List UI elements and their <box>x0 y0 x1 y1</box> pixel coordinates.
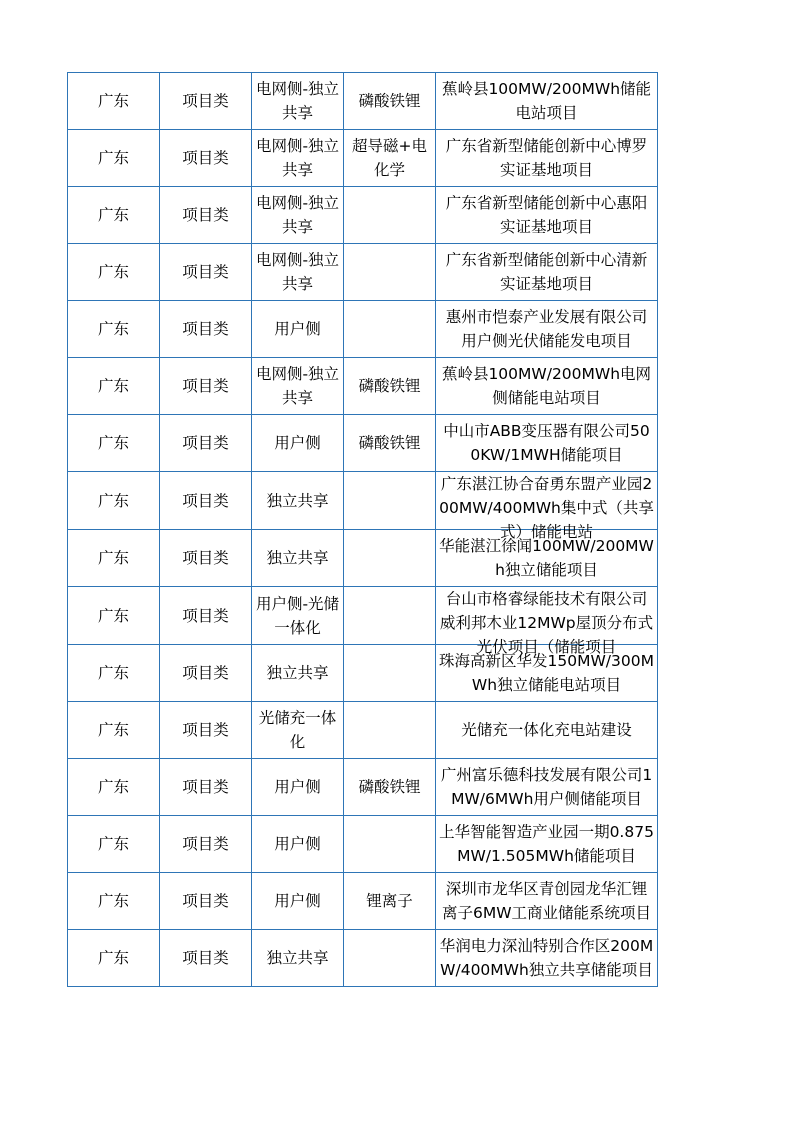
table-row <box>68 244 658 301</box>
province-cell <box>68 358 160 415</box>
table-row <box>68 187 658 244</box>
project-name-cell <box>436 358 658 415</box>
table-row <box>68 816 658 873</box>
category-cell-text: 项目类 <box>182 434 229 452</box>
table-row <box>68 73 658 130</box>
category-cell-text: 项目类 <box>182 149 229 167</box>
side-cell-text: 独立共享 <box>266 664 329 682</box>
technology-cell <box>344 702 436 759</box>
table-row <box>68 930 658 987</box>
province-cell <box>68 645 160 702</box>
project-name-cell-text: 上华智能智造产业园一期0.875MW/1.505MWh储能项目 <box>439 823 654 865</box>
province-cell-text: 广东 <box>97 320 129 338</box>
project-name-cell <box>436 702 658 759</box>
project-name-cell-text: 广东省新型储能创新中心惠阳实证基地项目 <box>445 194 648 236</box>
category-cell-text: 项目类 <box>182 206 229 224</box>
side-cell <box>252 130 344 187</box>
project-name-cell-text: 华能湛江徐闻100MW/200MWh独立储能项目 <box>439 537 654 579</box>
province-cell <box>68 472 160 530</box>
table-row <box>68 702 658 759</box>
technology-cell <box>344 244 436 301</box>
province-cell-text: 广东 <box>97 92 129 110</box>
side-cell-text: 用户侧 <box>274 892 321 910</box>
technology-cell <box>344 930 436 987</box>
project-name-cell-text: 广东省新型储能创新中心博罗实证基地项目 <box>445 137 648 179</box>
category-cell <box>160 702 252 759</box>
project-name-cell-text: 深圳市龙华区青创园龙华汇锂离子6MW工商业储能系统项目 <box>441 880 652 922</box>
category-cell <box>160 301 252 358</box>
table-body <box>68 73 658 987</box>
side-cell-text: 用户侧 <box>274 434 321 452</box>
category-cell <box>160 358 252 415</box>
category-cell-text: 项目类 <box>182 949 229 967</box>
side-cell-text: 独立共享 <box>266 491 329 510</box>
province-cell <box>68 816 160 873</box>
category-cell-text: 项目类 <box>182 377 229 395</box>
table-row <box>68 358 658 415</box>
province-cell-text: 广东 <box>97 434 129 452</box>
project-name-cell-text: 蕉岭县100MW/200MWh电网侧储能电站项目 <box>441 365 652 407</box>
table-row <box>68 301 658 358</box>
side-cell <box>252 530 344 587</box>
project-name-cell <box>436 472 658 541</box>
side-cell <box>252 73 344 130</box>
technology-cell <box>344 645 436 702</box>
province-cell <box>68 415 160 472</box>
technology-cell <box>344 587 436 645</box>
side-cell-text: 电网侧-独立共享 <box>255 137 340 179</box>
technology-cell-text: 磷酸铁锂 <box>358 778 421 796</box>
project-name-cell <box>436 930 658 987</box>
project-name-cell-text: 广州富乐德科技发展有限公司1MW/6MWh用户侧储能项目 <box>440 766 653 808</box>
side-cell <box>252 301 344 358</box>
technology-cell <box>344 415 436 472</box>
technology-cell-text: 磷酸铁锂 <box>358 377 421 395</box>
side-cell <box>252 873 344 930</box>
category-cell-text: 项目类 <box>182 778 229 796</box>
technology-cell <box>344 358 436 415</box>
project-name-cell-text: 珠海高新区华发150MW/300MWh独立储能电站项目 <box>439 652 654 694</box>
technology-cell-text: 超导磁+电化学 <box>352 137 427 179</box>
province-cell <box>68 187 160 244</box>
province-cell <box>68 73 160 130</box>
technology-cell <box>344 472 436 530</box>
province-cell-text: 广东 <box>97 778 129 796</box>
table-row <box>68 130 658 187</box>
side-cell-text: 电网侧-独立共享 <box>255 251 340 293</box>
table-row <box>68 873 658 930</box>
category-cell-text: 项目类 <box>182 606 229 625</box>
project-table <box>67 72 658 987</box>
technology-cell <box>344 530 436 587</box>
technology-cell-text: 磷酸铁锂 <box>358 434 421 452</box>
project-name-cell-text: 华润电力深汕特别合作区200MW/400MWh独立共享储能项目 <box>439 937 654 979</box>
side-cell-text: 用户侧 <box>274 835 321 853</box>
province-cell <box>68 759 160 816</box>
category-cell <box>160 130 252 187</box>
province-cell <box>68 244 160 301</box>
table-row <box>68 472 658 530</box>
project-name-cell <box>436 130 658 187</box>
category-cell <box>160 472 252 530</box>
category-cell-text: 项目类 <box>182 892 229 910</box>
project-name-cell-text: 蕉岭县100MW/200MWh储能电站项目 <box>441 80 652 122</box>
category-cell <box>160 759 252 816</box>
project-name-cell-text: 光储充一体化充电站建设 <box>461 721 632 739</box>
category-cell-text: 项目类 <box>182 92 229 110</box>
project-name-cell-text: 广东湛江协合奋勇东盟产业园200MW/400MWh集中式（共享式）储能电站 <box>439 475 654 541</box>
category-cell-text: 项目类 <box>182 664 229 682</box>
side-cell <box>252 244 344 301</box>
side-cell <box>252 472 344 530</box>
project-name-cell <box>436 816 658 873</box>
side-cell <box>252 415 344 472</box>
technology-cell <box>344 187 436 244</box>
side-cell <box>252 587 344 645</box>
technology-cell-text: 锂离子 <box>366 892 413 910</box>
province-cell <box>68 530 160 587</box>
province-cell-text: 广东 <box>97 206 129 224</box>
province-cell-text: 广东 <box>97 949 129 967</box>
side-cell <box>252 645 344 702</box>
category-cell <box>160 873 252 930</box>
table-row <box>68 415 658 472</box>
category-cell <box>160 530 252 587</box>
project-name-cell <box>436 759 658 816</box>
project-name-cell-text: 惠州市恺泰产业发展有限公司用户侧光伏储能发电项目 <box>445 308 648 350</box>
province-cell-text: 广东 <box>97 149 129 167</box>
side-cell-text: 独立共享 <box>266 549 329 567</box>
category-cell <box>160 187 252 244</box>
technology-cell <box>344 301 436 358</box>
project-name-cell <box>436 301 658 358</box>
side-cell <box>252 816 344 873</box>
province-cell <box>68 587 160 645</box>
table-row <box>68 645 658 702</box>
category-cell-text: 项目类 <box>182 263 229 281</box>
technology-cell <box>344 873 436 930</box>
side-cell-text: 用户侧 <box>274 778 321 796</box>
table-row <box>68 587 658 645</box>
province-cell <box>68 130 160 187</box>
category-cell <box>160 415 252 472</box>
technology-cell <box>344 73 436 130</box>
province-cell-text: 广东 <box>97 606 129 625</box>
technology-cell <box>344 816 436 873</box>
project-name-cell-text: 广东省新型储能创新中心清新实证基地项目 <box>445 251 648 293</box>
category-cell <box>160 816 252 873</box>
category-cell-text: 项目类 <box>182 549 229 567</box>
technology-cell <box>344 759 436 816</box>
province-cell-text: 广东 <box>97 835 129 853</box>
category-cell-text: 项目类 <box>182 835 229 853</box>
project-name-cell <box>436 530 658 587</box>
side-cell-text: 用户侧 <box>274 320 321 338</box>
project-name-cell <box>436 873 658 930</box>
province-cell <box>68 873 160 930</box>
side-cell <box>252 702 344 759</box>
category-cell-text: 项目类 <box>182 320 229 338</box>
province-cell-text: 广东 <box>97 377 129 395</box>
category-cell-text: 项目类 <box>182 491 229 510</box>
project-name-cell <box>436 73 658 130</box>
table-row <box>68 759 658 816</box>
side-cell <box>252 358 344 415</box>
side-cell <box>252 187 344 244</box>
project-name-cell <box>436 415 658 472</box>
side-cell-text: 电网侧-独立共享 <box>255 80 340 122</box>
province-cell <box>68 301 160 358</box>
project-name-cell-text: 台山市格睿绿能技术有限公司威利邦木业12MWp屋顶分布式光伏项目（储能项目 <box>439 590 654 656</box>
project-name-cell <box>436 587 658 656</box>
category-cell <box>160 930 252 987</box>
province-cell-text: 广东 <box>97 263 129 281</box>
category-cell <box>160 587 252 645</box>
project-name-cell <box>436 187 658 244</box>
province-cell-text: 广东 <box>97 892 129 910</box>
category-cell <box>160 645 252 702</box>
project-name-cell <box>436 244 658 301</box>
province-cell-text: 广东 <box>97 721 129 739</box>
province-cell <box>68 930 160 987</box>
province-cell-text: 广东 <box>97 491 129 510</box>
side-cell-text: 独立共享 <box>266 949 329 967</box>
technology-cell-text: 磷酸铁锂 <box>358 92 421 110</box>
table-row <box>68 530 658 587</box>
side-cell-text: 电网侧-独立共享 <box>255 365 340 407</box>
side-cell-text: 用户侧-光储一体化 <box>255 594 340 637</box>
side-cell-text: 电网侧-独立共享 <box>255 194 340 236</box>
project-name-cell-text: 中山市ABB变压器有限公司500KW/1MWH储能项目 <box>443 422 650 464</box>
side-cell-text: 光储充一体化 <box>258 709 337 751</box>
category-cell <box>160 244 252 301</box>
project-name-cell <box>436 645 658 702</box>
province-cell <box>68 702 160 759</box>
province-cell-text: 广东 <box>97 549 129 567</box>
category-cell-text: 项目类 <box>182 721 229 739</box>
side-cell <box>252 759 344 816</box>
province-cell-text: 广东 <box>97 664 129 682</box>
side-cell <box>252 930 344 987</box>
category-cell <box>160 73 252 130</box>
technology-cell <box>344 130 436 187</box>
